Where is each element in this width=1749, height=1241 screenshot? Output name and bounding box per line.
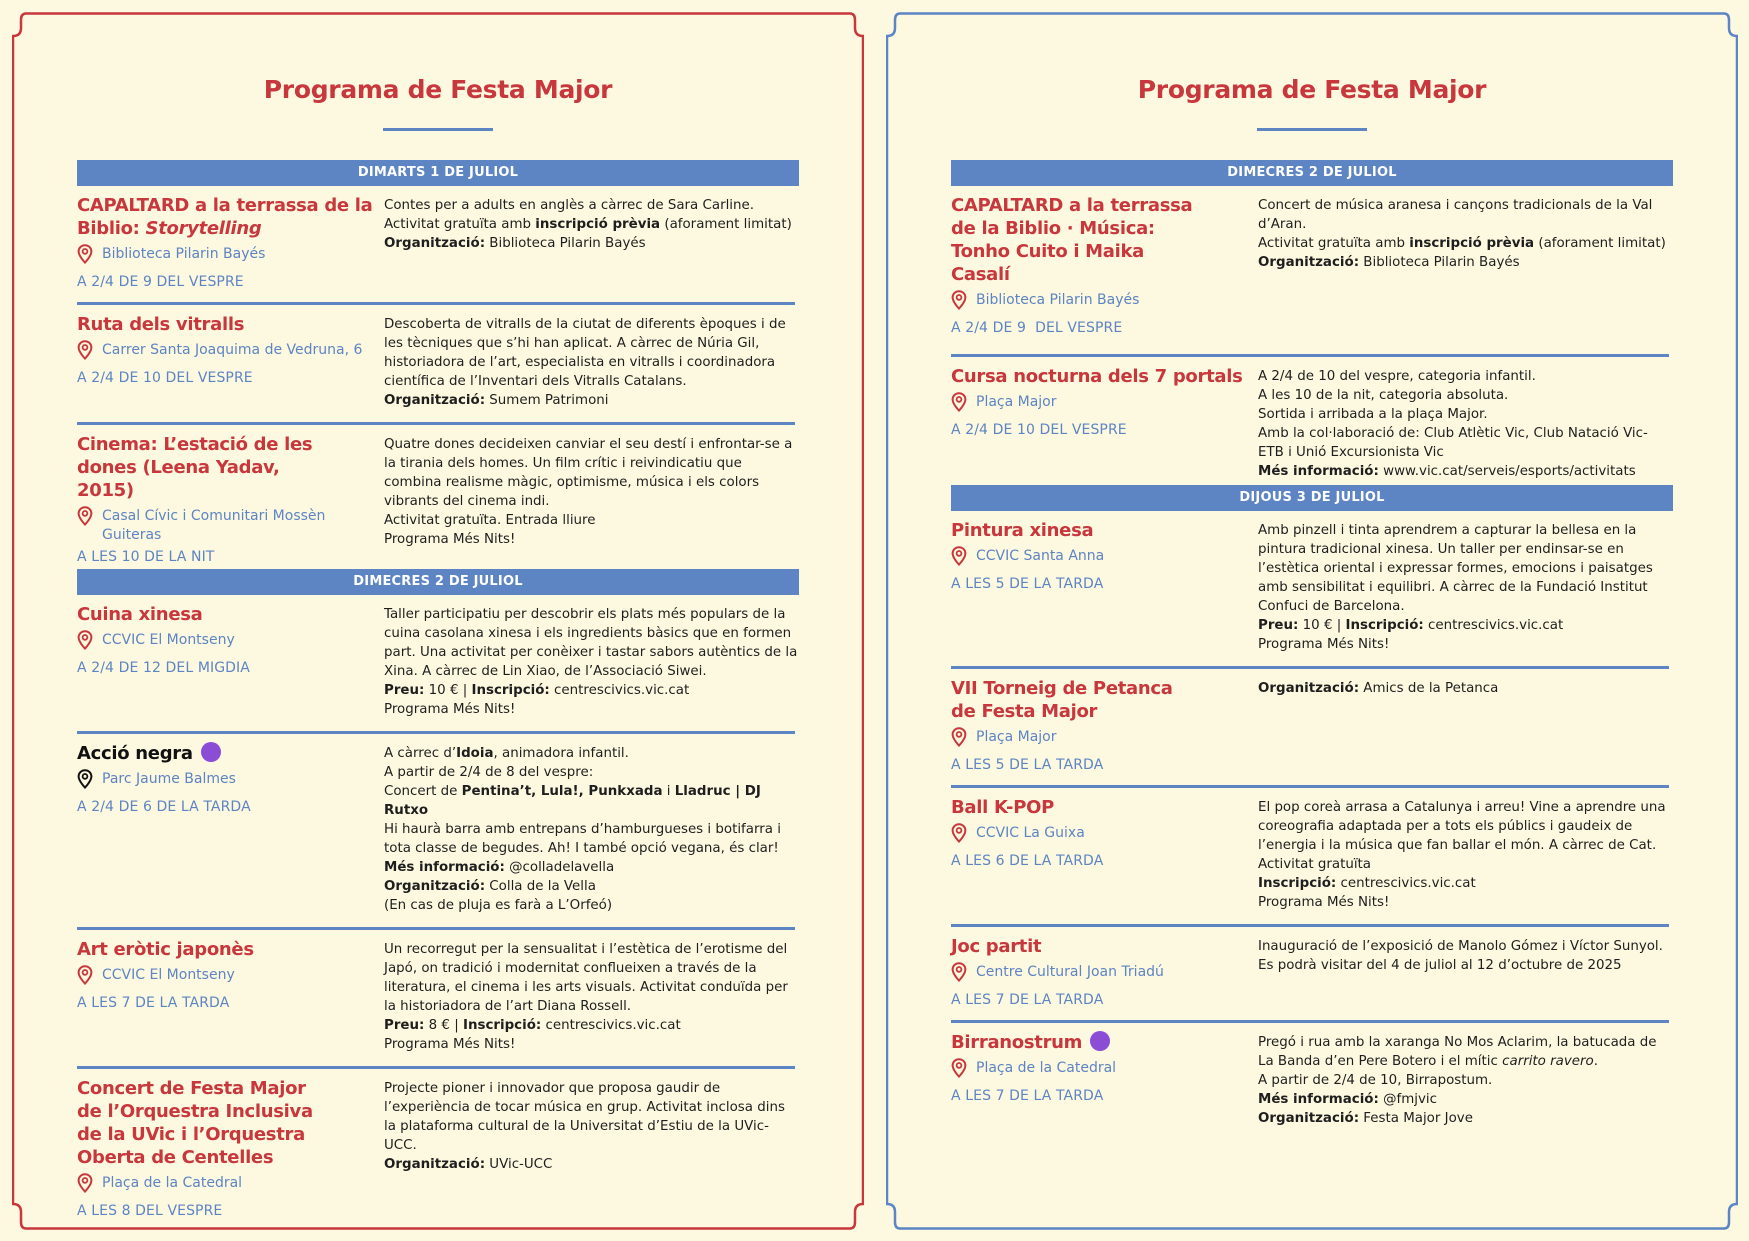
event-time: A 2/4 DE 9 DEL VESPRE: [951, 320, 1123, 336]
event-location: Biblioteca Pilarin Bayés: [77, 245, 384, 264]
event-accio-negra: [77, 734, 799, 915]
event-location: Biblioteca Pilarin Bayés: [951, 291, 1258, 310]
page-title: Programa de Festa Major: [263, 75, 613, 104]
event-time: A 2/4 DE 10 DEL VESPRE: [951, 422, 1127, 438]
left-page: [12, 12, 864, 1230]
event-location: Plaça Major: [951, 728, 1258, 747]
event-concert-orquestra: [77, 1069, 799, 1219]
event-description: Organització: Amics de la Petanca: [1258, 681, 1499, 696]
event-title: Cinema: L’estació de les dones (Leena Yadav, 2015): [77, 434, 313, 501]
day-header: DIMECRES 2 DE JULIOL: [951, 160, 1673, 186]
event-description: Un recorregut per la sensualitat i l’estètica de l’erotisme del Japó, on tradició i modernitat conflueixen a través de la literatura, el cinema i les arts visuals. Activitat conduïda per la historiadora de l’art Diana Rossell. Preu: 8 € | Inscripció: centrescivics.vic.cat Programa Més Nits!: [384, 942, 788, 1052]
event-title: Concert de Festa Major de l’Orquestra Inclusiva de la UVic i l’Orquestra Oberta de Centelles: [77, 1078, 313, 1168]
location-pin-icon: [77, 340, 93, 360]
event-ruta-vitralls: [77, 305, 799, 410]
event-description: Concert de música aranesa i cançons tradicionals de la Val d’Aran. Activitat gratuïta amb inscripció prèvia (aforament limitat) Organització: Biblioteca Pilarin Bayés: [1258, 198, 1666, 270]
location-pin-icon: [77, 506, 93, 526]
event-description: Contes per a adults en anglès a càrrec de Sara Carline. Activitat gratuïta amb inscripció prèvia (aforament limitat) Organització: Biblioteca Pilarin Bayés: [384, 198, 792, 251]
event-description: Descoberta de vitralls de la ciutat de diferents èpoques i de les tècniques que s’hi han aplicat. A càrrec de Núria Gil, historiadora de l’art, especialista en vitralls i coordinadora científica de l’Inventari dels Vitralls Catalans. Organització: Sumem Patrimoni: [384, 317, 786, 408]
event-time: A LES 8 DEL VESPRE: [77, 1203, 223, 1219]
event-location: CCVIC Santa Anna: [951, 547, 1258, 566]
program-list: [77, 160, 799, 1219]
event-location: Plaça de la Catedral: [951, 1059, 1258, 1078]
event-pintura-xinesa: [951, 511, 1673, 654]
event-location: CCVIC La Guixa: [951, 824, 1258, 843]
location-pin-icon: [951, 290, 967, 310]
event-time: A 2/4 DE 6 DE LA TARDA: [77, 799, 251, 815]
event-title: CAPALTARD a la terrassa de la Biblio · Música: Tonho Cuito i Maika Casalí: [951, 195, 1193, 285]
event-title: Cuina xinesa: [77, 604, 203, 625]
location-pin-icon: [951, 727, 967, 747]
event-joc-partit: [951, 927, 1673, 1008]
event-location: CCVIC El Montseny: [77, 966, 384, 985]
event-title: Joc partit: [951, 936, 1042, 957]
location-pin-icon: [77, 965, 93, 985]
event-description: Pregó i rua amb la xaranga No Mos Aclarim, la batucada de La Banda d’en Pere Botero i el mític carrito ravero. A partir de 2/4 de 10, Birrapostum. Més informació: @fmjvic Organització: Festa Major Jove: [1258, 1035, 1657, 1126]
event-time: A LES 7 DE LA TARDA: [951, 1088, 1104, 1104]
event-description: Projecte pioner i innovador que proposa gaudir de l’experiència de tocar música en grup. Activitat inclosa dins la plataforma cultural de la Universitat d’Estiu de la UVic-UCC. Organització: UVic-UCC: [384, 1081, 785, 1172]
event-time: A 2/4 DE 10 DEL VESPRE: [77, 370, 253, 386]
event-title: Pintura xinesa: [951, 520, 1094, 541]
event-title: Birranostrum: [951, 1031, 1258, 1054]
event-torneig-petanca: [951, 669, 1673, 773]
event-ball-kpop: [951, 788, 1673, 912]
title-underline: [1257, 128, 1367, 131]
event-location: Plaça de la Catedral: [77, 1174, 384, 1193]
event-title: Ruta dels vitralls: [77, 314, 245, 335]
program-list: [951, 160, 1673, 1128]
event-time: A LES 5 DE LA TARDA: [951, 576, 1104, 592]
event-title: Ball K-POP: [951, 797, 1055, 818]
event-time: A LES 7 DE LA TARDA: [77, 995, 230, 1011]
event-location: Parc Jaume Balmes: [77, 770, 384, 789]
event-title: Art eròtic japonès: [77, 939, 254, 960]
event-capaltard-storytelling: [77, 186, 799, 290]
purple-dot-icon: [201, 742, 221, 762]
event-title: Acció negra: [77, 742, 384, 765]
event-location: CCVIC El Montseny: [77, 631, 384, 650]
location-pin-icon: [951, 1058, 967, 1078]
location-pin-icon: [77, 1173, 93, 1193]
event-title: Cursa nocturna dels 7 portals: [951, 366, 1243, 387]
event-description: Quatre dones decideixen canviar el seu destí i enfrontar-se a la tirania dels homes. Un film crític i reivindicatiu que combina realisme màgic, optimisme, música i els colors vibrants del cinema indi. Activitat gratuïta. Entrada lliure Programa Més Nits!: [384, 437, 793, 547]
event-art-erotic: [77, 930, 799, 1054]
day-header: DIMARTS 1 DE JULIOL: [77, 160, 799, 186]
event-cinema: [77, 425, 799, 565]
event-cursa-nocturna: [951, 357, 1673, 481]
location-pin-icon: [77, 769, 93, 789]
location-pin-icon: [951, 392, 967, 412]
event-description: A 2/4 de 10 del vespre, categoria infantil. A les 10 de la nit, categoria absoluta. Sortida i arribada a la plaça Major. Amb la col·laboració de: Club Atlètic Vic, Club Natació Vic-ETB i Unió Excursionista Vic Més informació: www.vic.cat/serveis/esports/activitats: [1258, 369, 1648, 479]
event-capaltard-musica: [951, 186, 1673, 336]
event-title: CAPALTARD a la terrassa de la Biblio: Storytelling: [77, 195, 373, 239]
location-pin-icon: [951, 962, 967, 982]
event-time: A 2/4 DE 12 DEL MIGDIA: [77, 660, 250, 676]
purple-dot-icon: [1090, 1031, 1110, 1051]
event-time: A LES 6 DE LA TARDA: [951, 853, 1104, 869]
event-location: Casal Cívic i Comunitari Mossèn Guiteras: [77, 507, 384, 545]
event-description: Taller participatiu per descobrir els plats més populars de la cuina casolana xinesa i els ingredients bàsics que en formen part. Una activitat per conèixer i tastar sabors autèntics de la Xina. A càrrec de Lin Xiao, de l’Associació Siwei. Preu: 10 € | Inscripció: centrescivics.vic.cat Programa Més Nits!: [384, 607, 798, 717]
title-underline: [383, 128, 493, 131]
event-description: Amb pinzell i tinta aprendrem a capturar la bellesa en la pintura tradicional xinesa. Un taller per endinsar-se en l’estètica oriental i expressar formes, emocions i paisatges amb sensibilitat i equilibri. A càrrec de la Fundació Institut Confuci de Barcelona. Preu: 10 € | Inscripció: centrescivics.vic.cat Programa Més Nits!: [1258, 523, 1653, 652]
event-birranostrum: [951, 1023, 1673, 1128]
event-description: El pop coreà arrasa a Catalunya i arreu! Vine a aprendre una coreografia adaptada per a tots els públics i gaudeix de l’energia i la música que fan ballar el món. A càrrec de Cat. Activitat gratuïta Inscripció: centrescivics.vic.cat Programa Més Nits!: [1258, 800, 1666, 910]
event-description: A càrrec d’Idoia, animadora infantil. A partir de 2/4 de 8 del vespre: Concert de Pentina’t, Lula!, Punkxada i Lladruc | DJ Rutxo Hi haurà barra amb entrepans d’hamburgueses i botifarra i tota classe de begudes. Ah! I també opció vegana, és clar! Més informació: @colladelavella Organització: Colla de la Vella (En cas de pluja es farà a L’Orfeó): [384, 746, 781, 913]
location-pin-icon: [951, 823, 967, 843]
location-pin-icon: [77, 630, 93, 650]
event-description: Inauguració de l’exposició de Manolo Gómez i Víctor Sunyol. Es podrà visitar del 4 de juliol al 12 d’octubre de 2025: [1258, 939, 1663, 973]
location-pin-icon: [951, 546, 967, 566]
event-time: A LES 10 DE LA NIT: [77, 549, 215, 565]
right-page: [886, 12, 1738, 1230]
page-title: Programa de Festa Major: [1137, 75, 1487, 104]
event-title: VII Torneig de Petanca de Festa Major: [951, 678, 1173, 722]
event-time: A LES 7 DE LA TARDA: [951, 992, 1104, 1008]
event-location: Centre Cultural Joan Triadú: [951, 963, 1258, 982]
event-time: A LES 5 DE LA TARDA: [951, 757, 1104, 773]
event-cuina-xinesa: [77, 595, 799, 719]
location-pin-icon: [77, 244, 93, 264]
day-header: DIMECRES 2 DE JULIOL: [77, 569, 799, 595]
event-location: Carrer Santa Joaquima de Vedruna, 6: [77, 341, 384, 360]
day-header: DIJOUS 3 DE JULIOL: [951, 485, 1673, 511]
event-location: Plaça Major: [951, 393, 1258, 412]
event-time: A 2/4 DE 9 DEL VESPRE: [77, 274, 244, 290]
